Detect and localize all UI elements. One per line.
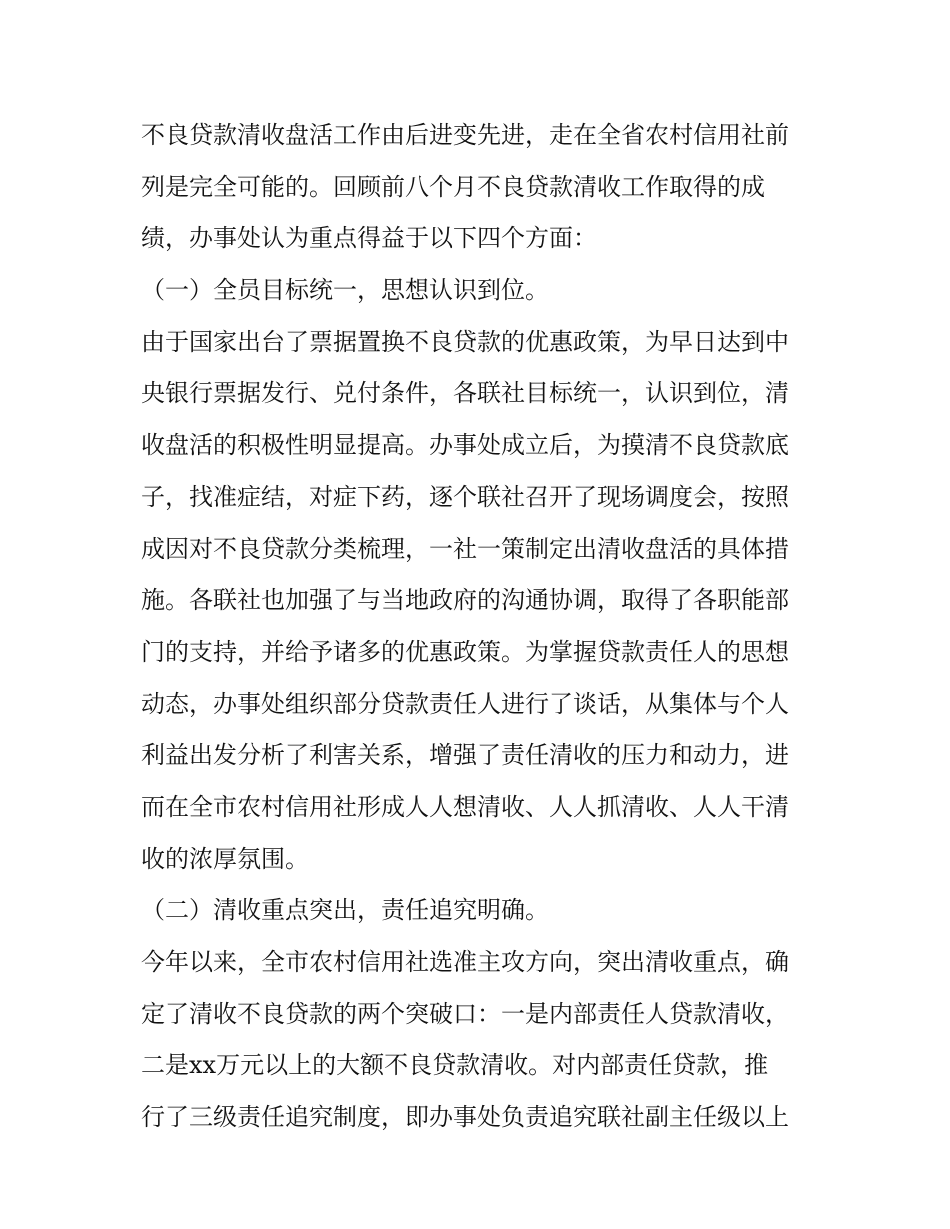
paragraph-line: 施。各联社也加强了与当地政府的沟通协调，取得了各职能部 — [141, 586, 789, 615]
document-body — [141, 110, 821, 1144]
paragraph-line: 今年以来，全市农村信用社选准主攻方向，突出清收重点，确 — [141, 948, 789, 976]
section-heading: （二）清收重点突出，责任追究明确。 — [141, 896, 549, 925]
paragraph-line: 利益出发分析了利害关系，增强了责任清收的压力和动力，进 — [141, 741, 789, 770]
paragraph-line: 列是完全可能的。回顾前八个月不良贷款清收工作取得的成 — [141, 172, 765, 201]
paragraph-line: 成因对不良贷款分类梳理，一社一策制定出清收盘活的具体措 — [141, 534, 789, 563]
paragraph-line: 二是xx万元以上的大额不良贷款清收。对内部责任贷款，推 — [141, 1051, 769, 1080]
paragraph-line: 绩，办事处认为重点得益于以下四个方面： — [141, 224, 597, 253]
paragraph-line: 定了清收不良贷款的两个突破口：一是内部责任人贷款清收， — [141, 999, 789, 1028]
paragraph-line: 收盘活的积极性明显提高。办事处成立后，为摸清不良贷款底 — [141, 431, 789, 460]
section-heading: （一）全员目标统一，思想认识到位。 — [141, 276, 549, 305]
paragraph-line: 行了三级责任追究制度，即办事处负责追究联社副主任级以上 — [141, 1103, 789, 1132]
paragraph-line: 收的浓厚氛围。 — [141, 844, 309, 873]
paragraph-line: 由于国家出台了票据置换不良贷款的优惠政策，为早日达到中 — [141, 327, 789, 356]
paragraph-line: 央银行票据发行、兑付条件，各联社目标统一，认识到位，清 — [141, 379, 789, 408]
paragraph-line: 不良贷款清收盘活工作由后进变先进，走在全省农村信用社前 — [141, 121, 789, 149]
paragraph-line: 动态，办事处组织部分贷款责任人进行了谈话，从集体与个人 — [141, 689, 789, 718]
paragraph-line: 而在全市农村信用社形成人人想清收、人人抓清收、人人干清 — [141, 792, 789, 821]
paragraph-line: 门的支持，并给予诸多的优惠政策。为掌握贷款责任人的思想 — [141, 637, 789, 666]
paragraph-line: 子，找准症结，对症下药，逐个联社召开了现场调度会，按照 — [141, 482, 789, 511]
